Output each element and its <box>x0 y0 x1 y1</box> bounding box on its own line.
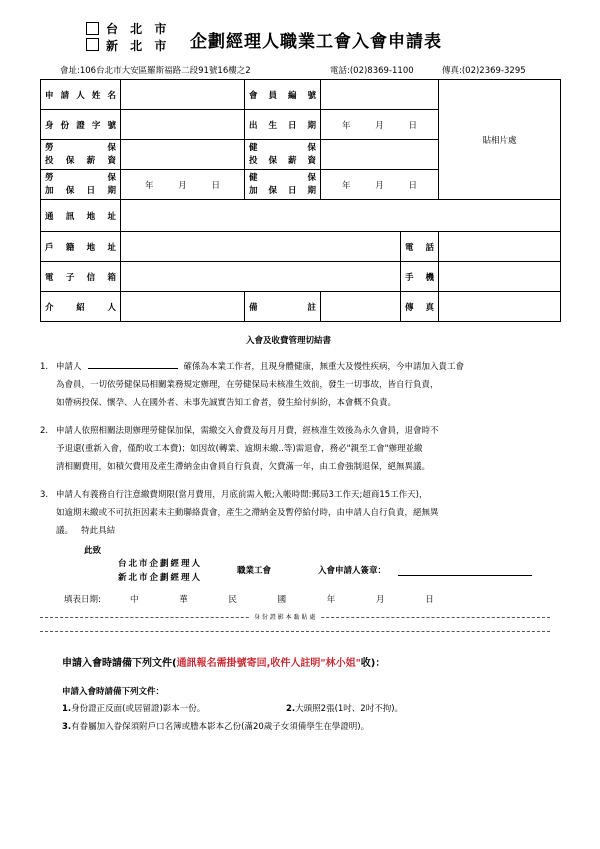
fill-date-fields[interactable]: 中 華 民 國 年 月 日 <box>130 595 434 605</box>
label-health-ins-salary-line1: 健 保 <box>249 142 316 153</box>
field-id-no[interactable] <box>121 110 245 140</box>
cut-line-bottom <box>40 631 550 632</box>
label-labor-ins-salary <box>41 140 121 170</box>
application-form-table <box>40 79 561 322</box>
term-2-line2: 予退還(重新入會，僅酌收工本費)；如因故(轉業、逾期未繳..等)需退會，務必"親至工會"辦理並繳 <box>56 444 423 454</box>
form-title: 企劃經理人職業工會入會申請表 <box>190 32 442 52</box>
label-email: 電子信箱 <box>41 262 121 292</box>
doc-item-1-text: 身份證正反面(或居留證)影本一份。 <box>71 704 206 714</box>
doc-item-1 <box>62 702 205 714</box>
term-3-line2: 如逾期未繳或不可抗拒因素未主動聯絡貴會，產生之滯納金及暫停給付時，由申請人自行負責，絕無異 <box>56 508 439 518</box>
term-2 <box>40 422 560 476</box>
union-name-new-taipei: 新北市企劃經理人 <box>118 573 203 583</box>
field-birth-date[interactable]: 年 月 日 <box>321 110 439 140</box>
label-member-no: 會員編號 <box>245 80 321 110</box>
label-labor-ins-date <box>41 170 121 200</box>
signature-label: 入會申請人簽章： <box>318 566 387 576</box>
label-health-ins-date-line1: 健 保 <box>249 172 316 183</box>
terms-title: 入會及收費管理切結書 <box>246 336 332 346</box>
field-mail-address[interactable] <box>121 200 561 232</box>
label-tel: 電 話 <box>401 232 439 262</box>
applicant-name-blank[interactable] <box>88 368 178 369</box>
label-health-ins-salary-line2: 投保薪資 <box>249 155 316 166</box>
term-2-line1: 申請人依照相關法則辦理勞健保加保，需繳交入會費及每月月費，經核准生效後為永久會員，退會時不 <box>56 426 439 436</box>
label-labor-ins-salary-line1: 勞 保 <box>45 142 116 153</box>
term-2-line3: 清相關費用，如積欠費用及產生滯納金由會員自行負責，欠費滿一年，由工會強制退保，絕無異議。 <box>56 462 431 472</box>
label-health-ins-salary <box>245 140 321 170</box>
cut-line-label: 身 份 證 影 本 黏 貼 處 <box>250 612 319 621</box>
label-mail-address: 通訊地址 <box>41 200 121 232</box>
field-labor-ins-salary[interactable] <box>121 140 245 170</box>
city-new-taipei: 新 北 市 <box>106 39 171 53</box>
term-3-line1: 申請人有義務自行注意繳費期限(當月費用，月底前需入帳;入帳時間:郵局3工作天;超商15工作天)， <box>56 490 428 500</box>
label-remarks: 備 註 <box>245 292 321 322</box>
label-labor-ins-date-line1: 勞 保 <box>45 172 116 183</box>
term-1-applicant-label: 申請人 <box>56 362 82 372</box>
doc-item-3-text: 有眷屬加入眷保須附戶口名簿或謄本影本乙份(滿20歲子女須備學生在學證明)。 <box>71 722 370 732</box>
doc-item-2-text: 大頭照2張(1吋、2吋不拘)。 <box>295 704 404 714</box>
fill-date-label: 填表日期: <box>64 595 101 605</box>
docs-subheading: 申請入會時請備下列文件： <box>62 687 165 697</box>
checkbox-taipei[interactable] <box>86 22 99 35</box>
field-mobile[interactable] <box>439 262 561 292</box>
doc-item-3 <box>62 720 369 732</box>
field-labor-ins-date[interactable]: 年 月 日 <box>121 170 245 200</box>
docs-heading-text: 申請入會時請備下列文件( <box>62 658 177 669</box>
photo-area[interactable]: 貼相片處 <box>439 80 561 200</box>
field-remarks[interactable] <box>321 292 401 322</box>
docs-heading-end: 收)： <box>360 658 386 669</box>
label-mobile: 手 機 <box>401 262 439 292</box>
field-applicant-name[interactable] <box>121 80 245 110</box>
doc-item-1-number: 1. <box>62 704 72 714</box>
term-1-line1: 確係為本業工作者，且現身體健康，無重大及慢性疾病，今申請加入貴工會 <box>183 362 465 372</box>
term-2-number: 2. <box>40 426 49 436</box>
term-1-line3: 如帶病投保、懷孕、人在國外者、未事先誠實告知工會者，發生給付糾紛，本會概不負責。 <box>56 398 397 408</box>
label-id-no: 身份證字號 <box>41 110 121 140</box>
doc-item-2-number: 2. <box>286 704 296 714</box>
field-fax[interactable] <box>439 292 561 322</box>
city-taipei: 台 北 市 <box>106 22 171 36</box>
label-applicant-name: 申請人姓名 <box>41 80 121 110</box>
doc-item-2 <box>286 702 403 714</box>
field-health-ins-date[interactable]: 年 月 日 <box>321 170 439 200</box>
field-household-address[interactable] <box>121 232 401 262</box>
docs-heading-mail-note: 通訊報名需掛號寄回,收件人註明"林小姐" <box>176 658 361 669</box>
term-3-number: 3. <box>40 490 49 500</box>
salutation: 此致 <box>84 546 102 556</box>
union-phone: 電話:(02)8369-1100 <box>330 66 414 76</box>
label-labor-ins-salary-line2: 投保薪資 <box>45 155 116 166</box>
docs-heading <box>62 654 385 669</box>
signature-line[interactable] <box>398 575 532 576</box>
doc-item-3-number: 3. <box>62 722 72 732</box>
union-address: 會址:106台北市大安區羅斯福路二段91號16樓之2 <box>60 66 251 76</box>
union-name-taipei: 台北市企劃經理人 <box>118 559 203 569</box>
term-1-line2: 為會員，一切依勞健保局相關業務規定辦理，在勞健保局未核准生效前，發生一切事故，皆自行負責， <box>56 380 439 390</box>
term-1 <box>40 358 560 412</box>
label-introducer: 介紹人 <box>41 292 121 322</box>
field-member-no[interactable] <box>321 80 439 110</box>
label-health-ins-date-line2: 加保日期 <box>249 185 316 196</box>
label-fax: 傳 真 <box>401 292 439 322</box>
label-labor-ins-date-line2: 加保日期 <box>45 185 116 196</box>
term-3-closing: 特此具結 <box>81 526 116 536</box>
term-1-number: 1. <box>40 362 49 372</box>
union-fax: 傳真:(02)2369-3295 <box>442 66 526 76</box>
label-health-ins-date <box>245 170 321 200</box>
union-suffix: 職業工會 <box>237 566 272 576</box>
label-birth-date: 出生日期 <box>245 110 321 140</box>
field-tel[interactable] <box>439 232 561 262</box>
field-introducer[interactable] <box>121 292 245 322</box>
term-3 <box>40 486 560 540</box>
field-email[interactable] <box>121 262 401 292</box>
term-3-line3: 議。 <box>56 526 74 536</box>
field-health-ins-salary[interactable] <box>321 140 439 170</box>
label-household-address: 戶籍地址 <box>41 232 121 262</box>
checkbox-new-taipei[interactable] <box>86 38 99 51</box>
